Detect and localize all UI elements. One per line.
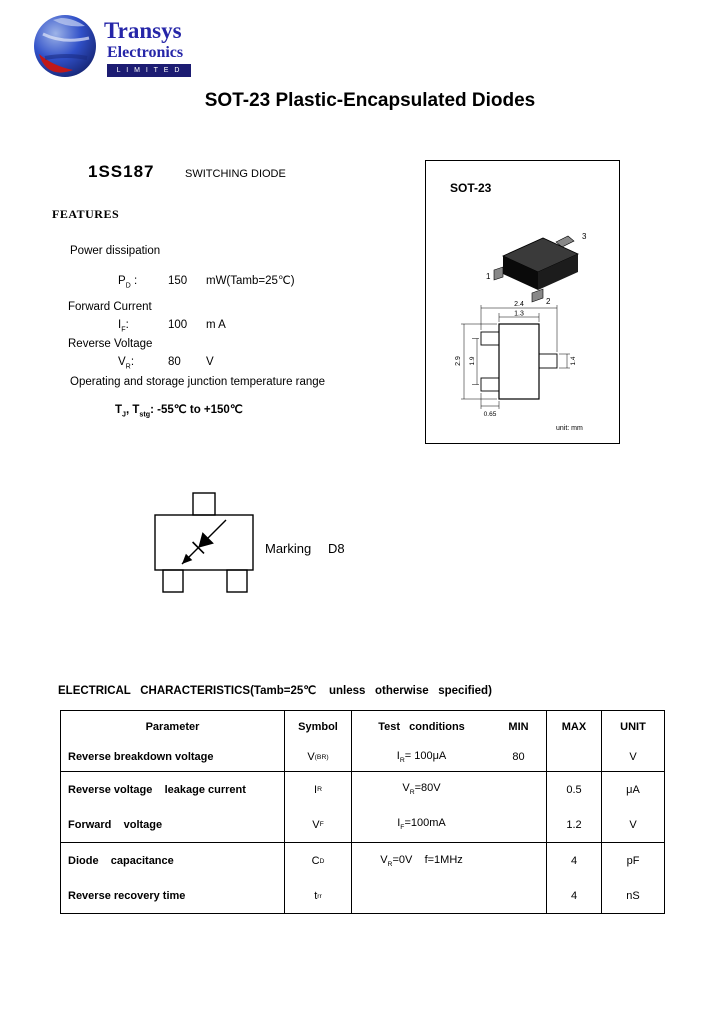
header-symbol: Symbol (284, 711, 351, 743)
table-row (61, 772, 664, 807)
part-number: 1SS187 (88, 162, 155, 181)
table-cell-conditions (351, 843, 546, 879)
spec-unit: mW(Tamb=25℃) (206, 275, 295, 287)
spec-unit: V (206, 356, 214, 368)
package-dimension-figure (444, 299, 604, 434)
table-cell-max: 1.2 (546, 807, 601, 842)
features-heading: FEATURES (52, 207, 120, 221)
feature-spec-line (118, 273, 295, 289)
table-header-row (61, 711, 664, 743)
spec-unit: m A (206, 319, 226, 331)
feature-spec-line (118, 319, 226, 333)
table-cell-symbol: C D (284, 843, 351, 879)
feature-line: Operating and storage junction temperature range (70, 376, 326, 388)
table-cell-unit: V (601, 807, 664, 842)
table-row (61, 879, 664, 913)
condition-text: $I_R= 100\mu A$ (396, 749, 447, 765)
part-type: SWITCHING DIODE (185, 168, 286, 180)
table-cell-parameter: Forward voltage (68, 818, 163, 831)
pin-label-3: 3 (582, 232, 587, 241)
condition-text: $I_F=100mA$ (397, 817, 446, 832)
spec-symbol: $V_R$: (118, 356, 135, 371)
table-cell-parameter: Reverse breakdown voltage (68, 751, 214, 763)
pin-label-1: 1 (486, 272, 491, 281)
table-cell-conditions (351, 743, 546, 771)
characteristics-table (60, 710, 665, 914)
dim-label-body-width: 1.3 (514, 310, 524, 318)
table-cell-max (546, 743, 601, 771)
table-cell-symbol: V (BR) (284, 743, 351, 771)
table-row (61, 743, 664, 772)
table-cell-symbol: t rr (284, 879, 351, 913)
brand-subname: Electronics (107, 44, 184, 61)
table-cell-symbol: I R (284, 772, 351, 807)
table-cell-conditions (351, 711, 546, 743)
table-cell-conditions (351, 772, 546, 807)
dim-label-body-length: 2.9 (455, 356, 462, 366)
dim-label-lead-pitch: 1.9 (469, 356, 476, 366)
pin-label-2: 2 (546, 297, 551, 306)
spec-value: 100 (168, 319, 188, 331)
table-cell-conditions (351, 879, 546, 913)
table-cell-unit: V (601, 743, 664, 771)
spec-value: 150 (168, 275, 188, 287)
feature-line: Power dissipation (70, 245, 161, 257)
table-cell-max: 4 (546, 843, 601, 879)
package-box-title: SOT-23 (450, 181, 492, 195)
marking-figure (148, 485, 263, 603)
package-3d-figure (478, 216, 598, 306)
brand-name: Transys (104, 18, 182, 43)
spec-symbol: $I_F$: (118, 319, 129, 334)
feature-spec-line (118, 356, 214, 370)
dim-label-lead-span: 2.4 (514, 301, 524, 308)
marking-code: D8 (328, 541, 345, 556)
table-row (61, 807, 664, 843)
condition-text: Test conditions (378, 721, 465, 733)
dim-label-lead-height: 1.4 (570, 356, 577, 366)
feature-line: Forward Current (68, 301, 152, 313)
electrical-heading: ELECTRICAL CHARACTERISTICS(Tamb=25℃ unless otherwise specified) (58, 685, 492, 697)
logo-globe-icon (33, 14, 97, 78)
page-title: SOT-23 Plastic-Encapsulated Diodes (204, 90, 536, 111)
spec-symbol: $P_D$ : (118, 275, 138, 290)
feature-line: $T_J$, $T_{stg}$: -55℃ to +150℃ (115, 404, 243, 419)
feature-line: Reverse Voltage (68, 338, 153, 350)
table-row (61, 843, 664, 879)
marking-label: Marking (265, 541, 312, 556)
table-cell-max: 0.5 (546, 772, 601, 807)
header-max: MAX (546, 711, 601, 743)
header-parameter: Parameter (145, 721, 200, 733)
table-cell-unit: nS (601, 879, 664, 913)
table-cell-max: 4 (546, 879, 601, 913)
table-cell-unit: μA (601, 772, 664, 807)
package-outline-box (425, 160, 620, 444)
condition-text: $V_R=80V$ (402, 782, 441, 797)
header-unit: UNIT (601, 711, 664, 743)
table-cell-unit: pF (601, 843, 664, 879)
condition-text: $V_R=0V$ f=1MHz (380, 853, 463, 869)
unit-label: unit: mm (556, 425, 583, 432)
table-cell-parameter: Reverse voltage leakage current (68, 783, 246, 796)
spec-value: 80 (168, 356, 181, 368)
dim-label-lead-width: 0.65 (483, 411, 497, 418)
limited-bar: L I M I T E D (107, 64, 191, 77)
table-cell-parameter: Reverse recovery time (68, 890, 186, 902)
table-cell-symbol: V F (284, 807, 351, 842)
table-cell-parameter: Diode capacitance (68, 855, 174, 867)
features-section (52, 200, 482, 430)
min-value: 80 (512, 751, 525, 763)
table-cell-conditions (351, 807, 546, 842)
min-value: MIN (508, 721, 529, 733)
